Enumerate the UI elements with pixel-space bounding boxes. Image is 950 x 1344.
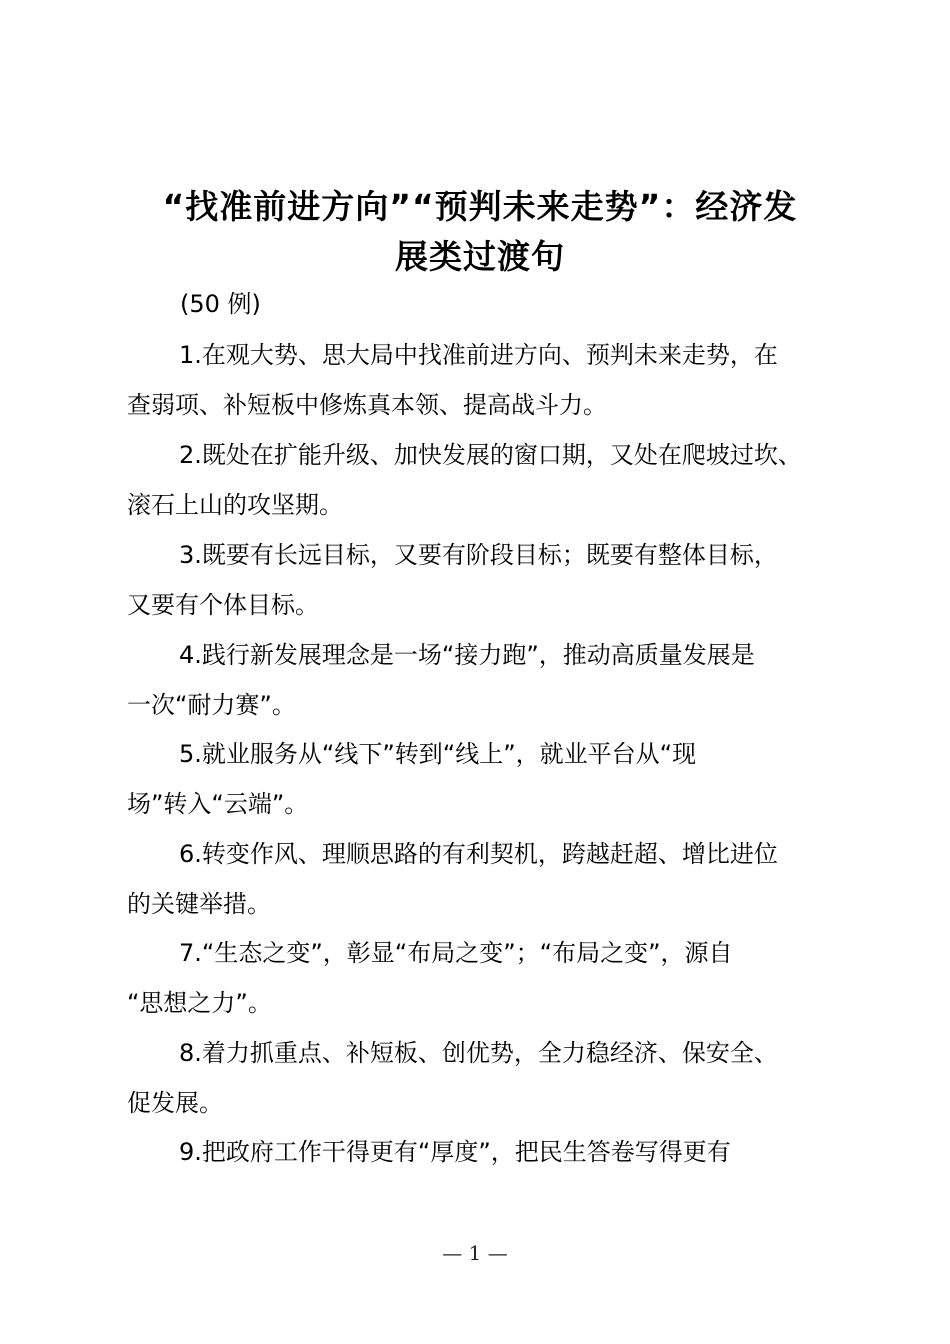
title-line-1: “找准前进方向”“预判未来走势”：经济发 bbox=[162, 187, 798, 226]
page-number: — 1 — bbox=[442, 1241, 508, 1265]
paragraph-line: 3.既要有长远目标，又要有阶段目标；既要有整体目标， bbox=[179, 541, 778, 569]
paragraph-1 bbox=[127, 330, 847, 430]
paragraph-line: 一次“耐力赛”。 bbox=[127, 691, 296, 719]
document-title bbox=[120, 182, 840, 282]
paragraph-line: 场”转入“云端”。 bbox=[127, 790, 309, 818]
paragraph-2 bbox=[127, 430, 847, 530]
paragraph-line: 1.在观大势、思大局中找准前进方向、预判未来走势，在 bbox=[179, 341, 778, 369]
paragraph-line: 4.践行新发展理念是一场“接力跑”，推动高质量发展是 bbox=[179, 641, 755, 669]
paragraph-9 bbox=[127, 1127, 847, 1177]
paragraph-line: 2.既处在扩能升级、加快发展的窗口期，又处在爬坡过坎、 bbox=[179, 441, 802, 469]
paragraph-4 bbox=[127, 630, 847, 730]
example-count: (50 例) bbox=[180, 290, 261, 318]
paragraph-6 bbox=[127, 829, 847, 929]
paragraph-line: 5.就业服务从“线下”转到“线上”，就业平台从“现 bbox=[179, 740, 697, 768]
paragraph-3 bbox=[127, 530, 847, 630]
paragraph-line: 6.转变作风、理顺思路的有利契机，跨越赶超、增比进位 bbox=[179, 840, 778, 868]
paragraph-line: “思想之力”。 bbox=[127, 989, 272, 1017]
paragraph-line: 滚石上山的攻坚期。 bbox=[127, 491, 343, 519]
paragraph-line: 查弱项、补短板中修炼真本领、提高战斗力。 bbox=[127, 391, 607, 419]
title-line-2: 展类过渡句 bbox=[395, 237, 565, 276]
paragraph-7 bbox=[127, 928, 847, 1028]
paragraph-5 bbox=[127, 729, 847, 829]
paragraph-line: 9.把政府工作干得更有“厚度”，把民生答卷写得更有 bbox=[179, 1138, 731, 1166]
paragraph-line: 促发展。 bbox=[127, 1089, 223, 1117]
paragraph-line: 又要有个体目标。 bbox=[127, 591, 319, 619]
paragraph-line: 7.“生态之变”，彰显“布局之变”；“布局之变”，源自 bbox=[179, 939, 733, 967]
paragraph-line: 8.着力抓重点、补短板、创优势，全力稳经济、保安全、 bbox=[179, 1039, 778, 1067]
paragraph-8 bbox=[127, 1028, 847, 1128]
paragraph-line: 的关键举措。 bbox=[127, 890, 271, 918]
